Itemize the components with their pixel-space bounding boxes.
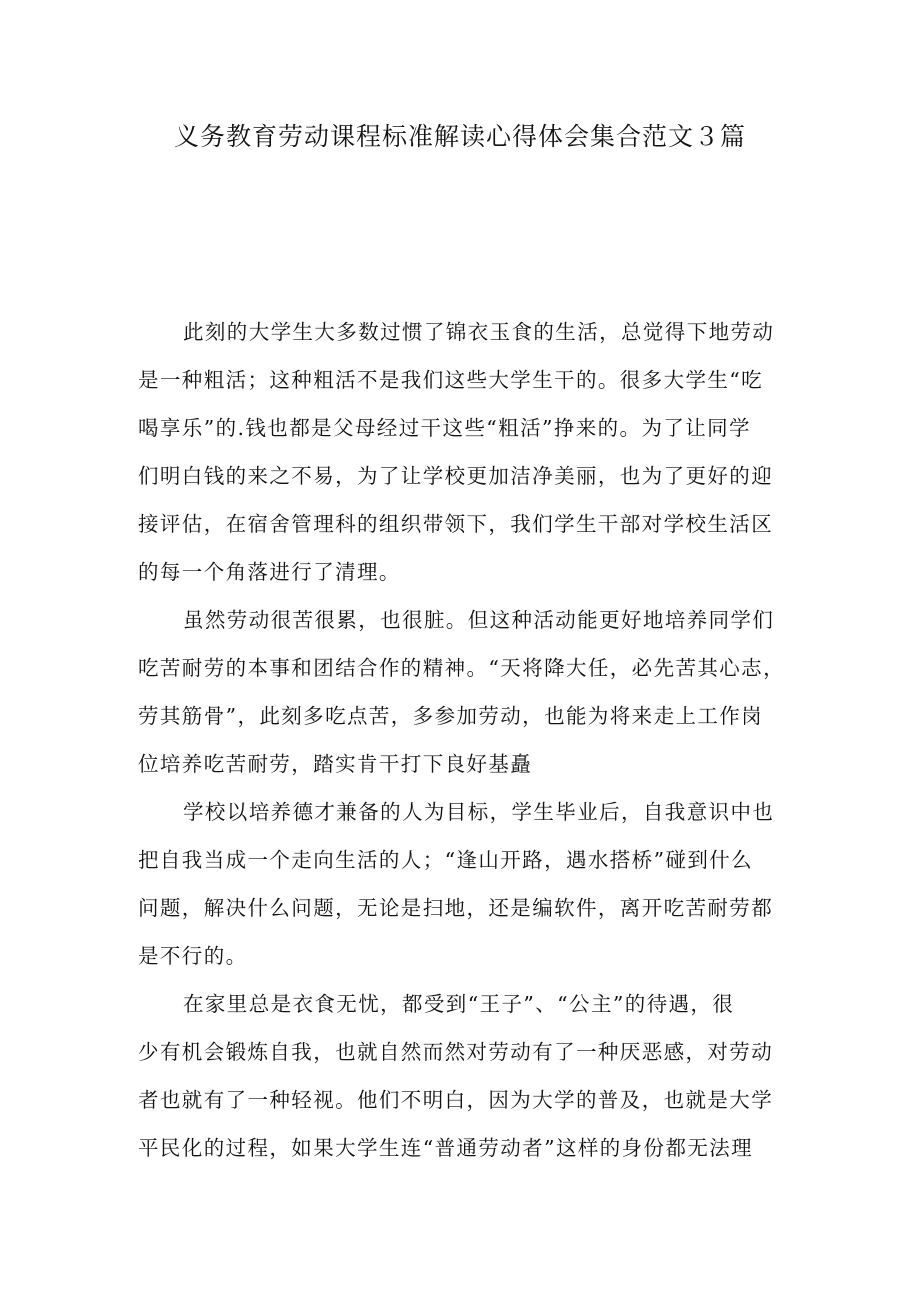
paragraph-2-line-2: 吃苦耐劳的本事和团结合作的精神。“天将降大任，必先苦其心志， <box>138 656 785 680</box>
paragraph-2-line-1: 虽然劳动很苦很累，也很脏。但这种活动能更好地培养同学们 <box>183 608 775 632</box>
paragraph-3-line-4: 是不行的。 <box>138 944 248 968</box>
paragraph-2-line-4: 位培养吃苦耐劳，踏实肯干打下良好基矗 <box>138 752 533 776</box>
paragraph-3-line-3: 问题，解决什么问题，无论是扫地，还是编软件，离开吃苦耐劳都 <box>138 896 774 920</box>
paragraph-1-line-2: 是一种粗活；这种粗活不是我们这些大学生干的。很多大学生“吃 <box>138 368 764 392</box>
paragraph-4-line-4: 平民化的过程，如果大学生连“普通劳动者”这样的身份都无法理 <box>138 1136 754 1160</box>
paragraph-4-line-3: 者也就有了一种轻视。他们不明白，因为大学的普及，也就是大学 <box>138 1088 774 1112</box>
paragraph-1-line-6: 的每一个角落进行了清理。 <box>138 560 401 584</box>
paragraph-2-line-3: 劳其筋骨”，此刻多吃点苦，多参加劳动，也能为将来走上工作岗 <box>138 704 764 728</box>
paragraph-3-line-2: 把自我当成一个走向生活的人；“逢山开路，遇水搭桥”碰到什么 <box>138 848 754 872</box>
paragraph-1-line-1: 此刻的大学生大多数过惯了锦衣玉食的生活，总觉得下地劳动 <box>183 320 775 344</box>
paragraph-1-line-3: 喝享乐”的.钱也都是父母经过干这些“粗活”挣来的。为了让同学 <box>138 416 751 440</box>
paragraph-1-line-5: 接评估，在宿舍管理科的组织带领下，我们学生干部对学校生活区 <box>138 512 774 536</box>
document-title: 义务教育劳动课程标准解读心得体会集合范文３篇 <box>173 122 746 151</box>
paragraph-3-line-1: 学校以培养德才兼备的人为目标，学生毕业后，自我意识中也 <box>183 800 775 824</box>
document-body <box>138 308 785 1172</box>
paragraph-4-line-2: 少有机会锻炼自我，也就自然而然对劳动有了一种厌恶感，对劳动 <box>138 1040 774 1064</box>
paragraph-4-line-1: 在家里总是衣食无忧，都受到“王子”、“公主”的待遇，很 <box>183 992 735 1016</box>
paragraph-1-line-4: 们明白钱的来之不易，为了让学校更加洁净美丽，也为了更好的迎 <box>138 464 774 488</box>
